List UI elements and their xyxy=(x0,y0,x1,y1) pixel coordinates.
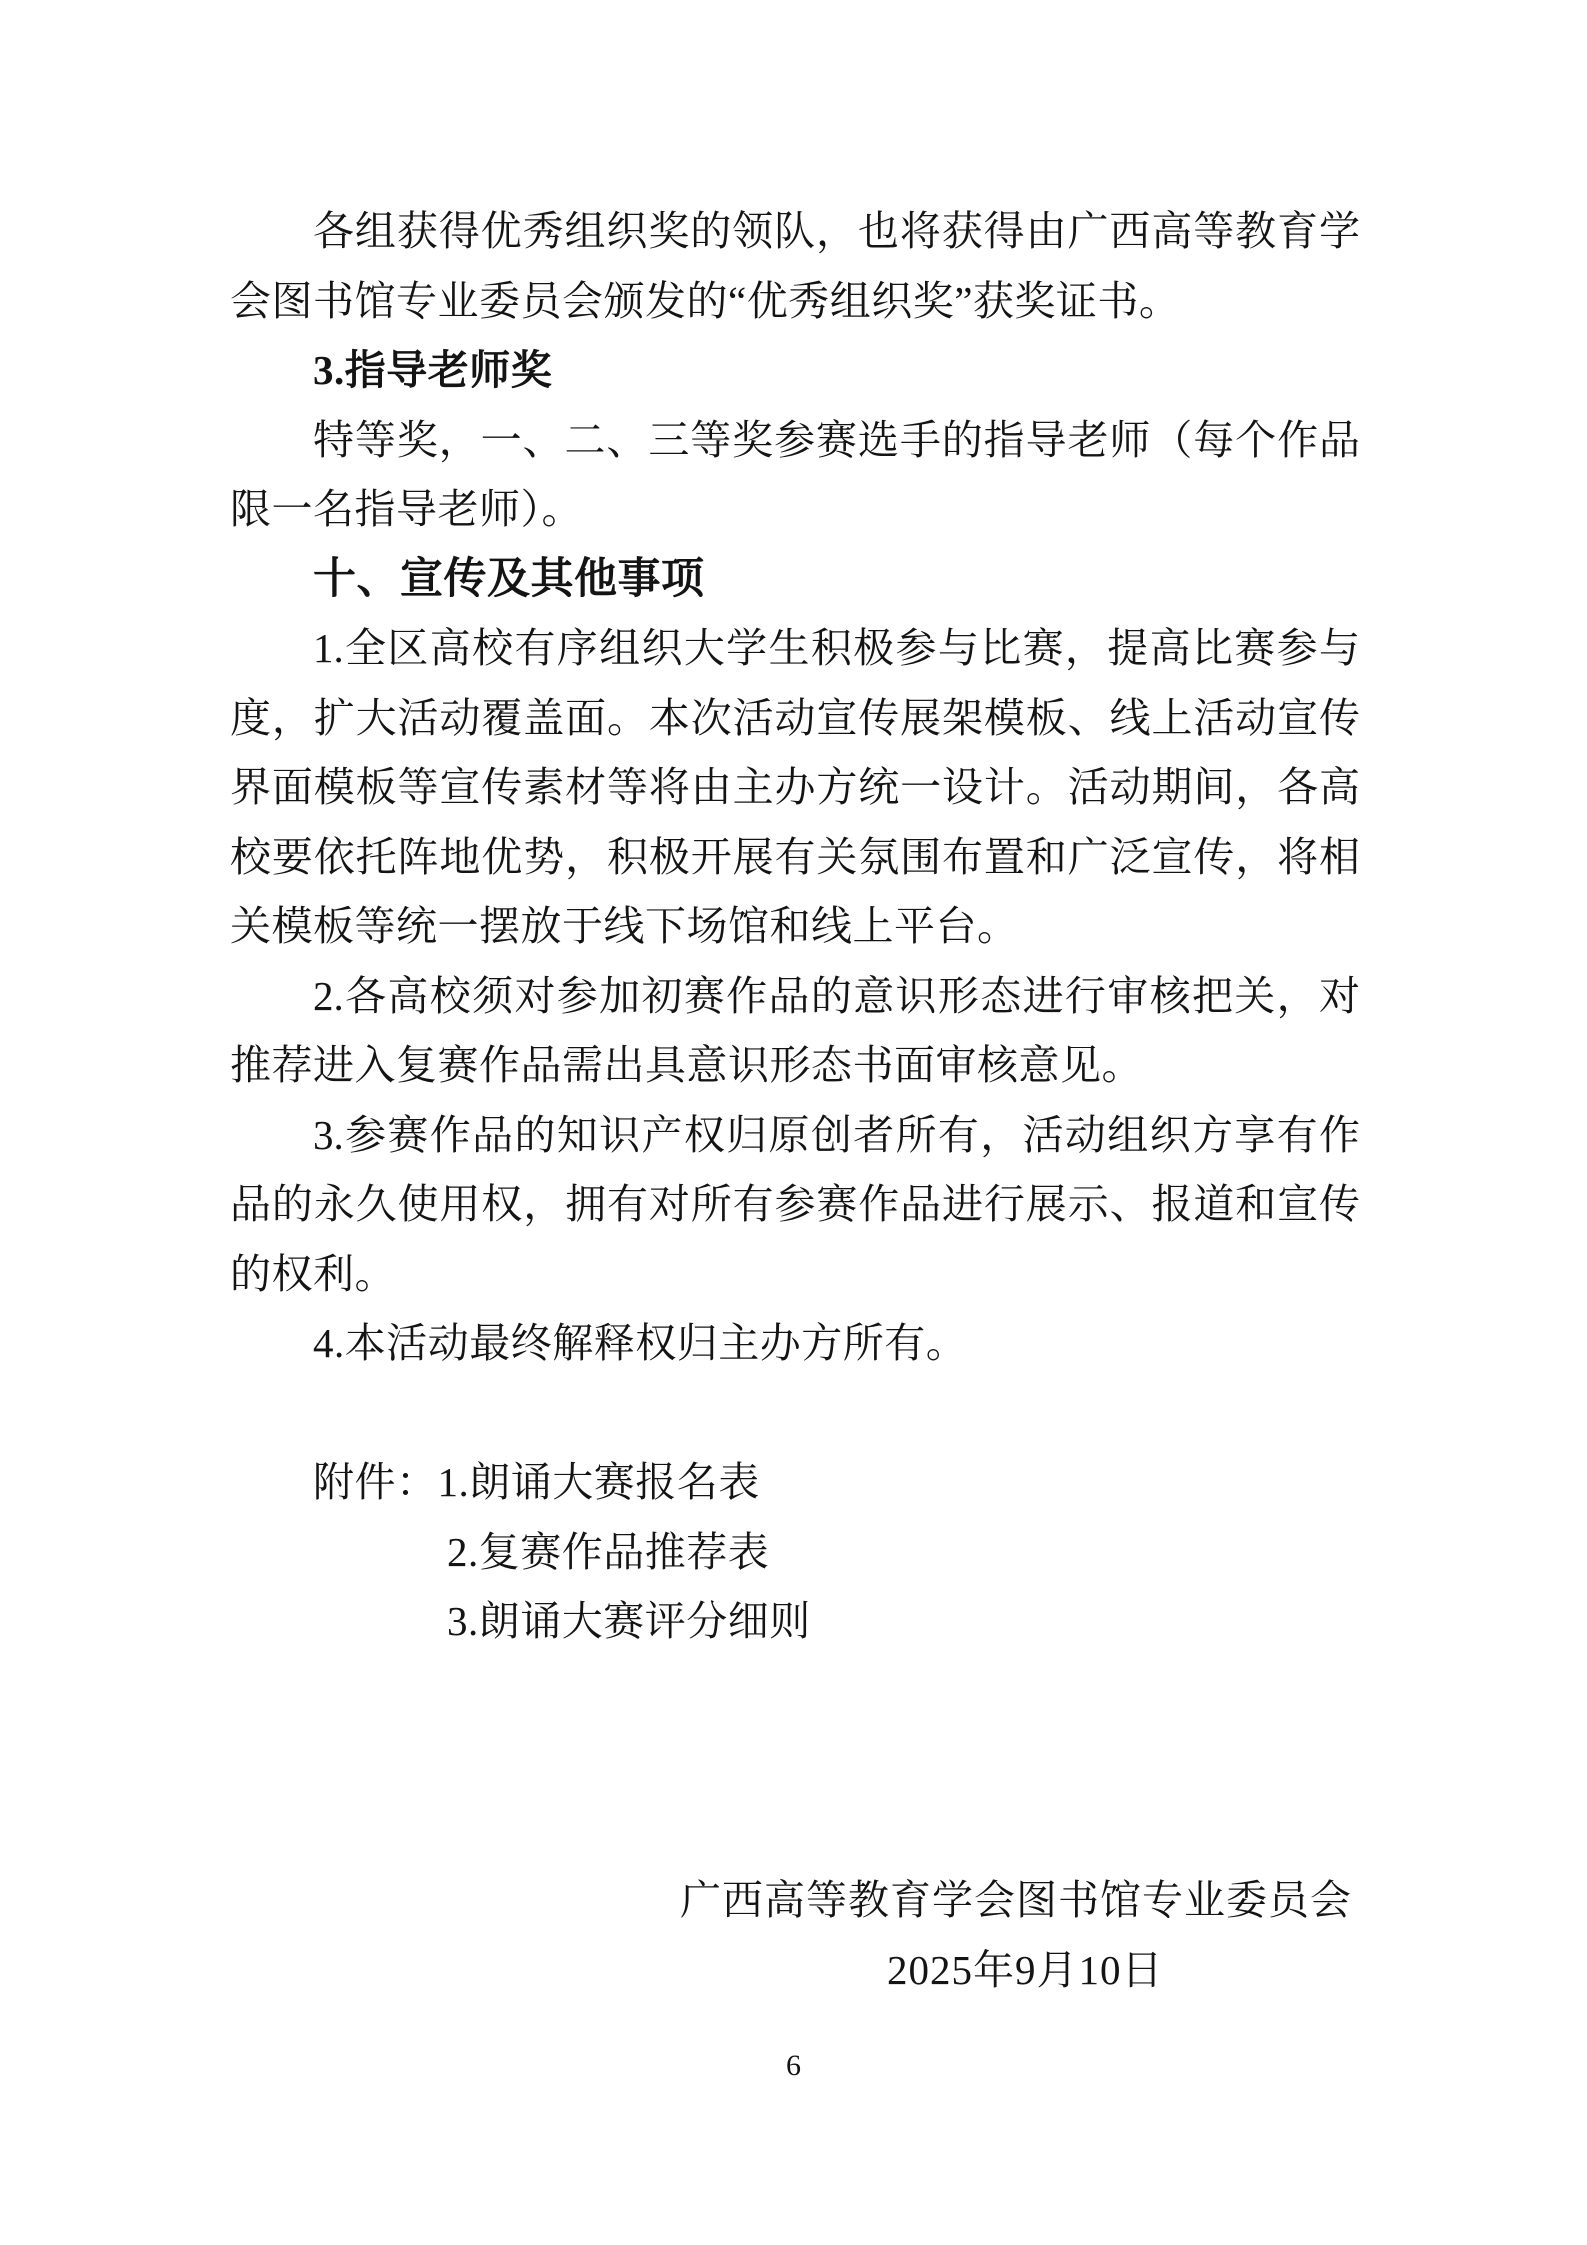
text-line: 3.朗诵大赛评分细则 xyxy=(447,1598,811,1644)
text-line: 品的永久使用权，拥有对所有参赛作品进行展示、报道和宣传 xyxy=(230,1181,1360,1227)
text-line: 的权利。 xyxy=(230,1250,396,1297)
text-line: 3.参赛作品的知识产权归原创者所有，活动组织方享有作 xyxy=(313,1111,1360,1158)
text-line: 界面模板等宣传素材等将由主办方统一设计。活动期间，各高 xyxy=(230,764,1360,810)
page-number: 6 xyxy=(786,2049,801,2082)
text-line: 附件：1.朗诵大赛报名表 xyxy=(313,1459,760,1505)
body-text-lines xyxy=(230,197,1360,1657)
text-line: 校要依托阵地优势，积极开展有关氛围布置和广泛宣传，将相 xyxy=(230,833,1360,880)
text-line: 关模板等统一摆放于线下场馆和线上平台。 xyxy=(230,903,1019,949)
signature-date: 2025年9月10日 xyxy=(887,1946,1164,1993)
text-line: 4.本活动最终解释权归主办方所有。 xyxy=(313,1320,968,1366)
signature-organization: 广西高等教育学会图书馆专业委员会 xyxy=(680,1876,1352,1923)
text-line: 各组获得优秀组织奖的领队，也将获得由广西高等教育学 xyxy=(313,208,1360,254)
section-heading: 十、宣传及其他事项 xyxy=(313,554,705,603)
text-line: 限一名指导老师）。 xyxy=(230,486,583,532)
text-line: 2.复赛作品推荐表 xyxy=(447,1528,770,1575)
text-line: 度，扩大活动覆盖面。本次活动宣传展架模板、线上活动宣传 xyxy=(230,694,1360,741)
text-line: 推荐进入复赛作品需出具意识形态书面审核意见。 xyxy=(230,1042,1143,1088)
text-line: 会图书馆专业委员会颁发的“优秀组织奖”获奖证书。 xyxy=(230,277,1181,324)
document-body xyxy=(230,197,1360,2005)
signature-block xyxy=(230,1865,1360,2005)
text-line: 1.全区高校有序组织大学生积极参与比赛，提高比赛参与 xyxy=(313,625,1360,671)
text-line: 特等奖，一、二、三等奖参赛选手的指导老师（每个作品 xyxy=(313,416,1360,463)
text-line: 2.各高校须对参加初赛作品的意识形态进行审核把关，对 xyxy=(313,972,1360,1019)
blank-line xyxy=(230,1379,1360,1449)
sub-heading: 3.指导老师奖 xyxy=(313,347,553,393)
